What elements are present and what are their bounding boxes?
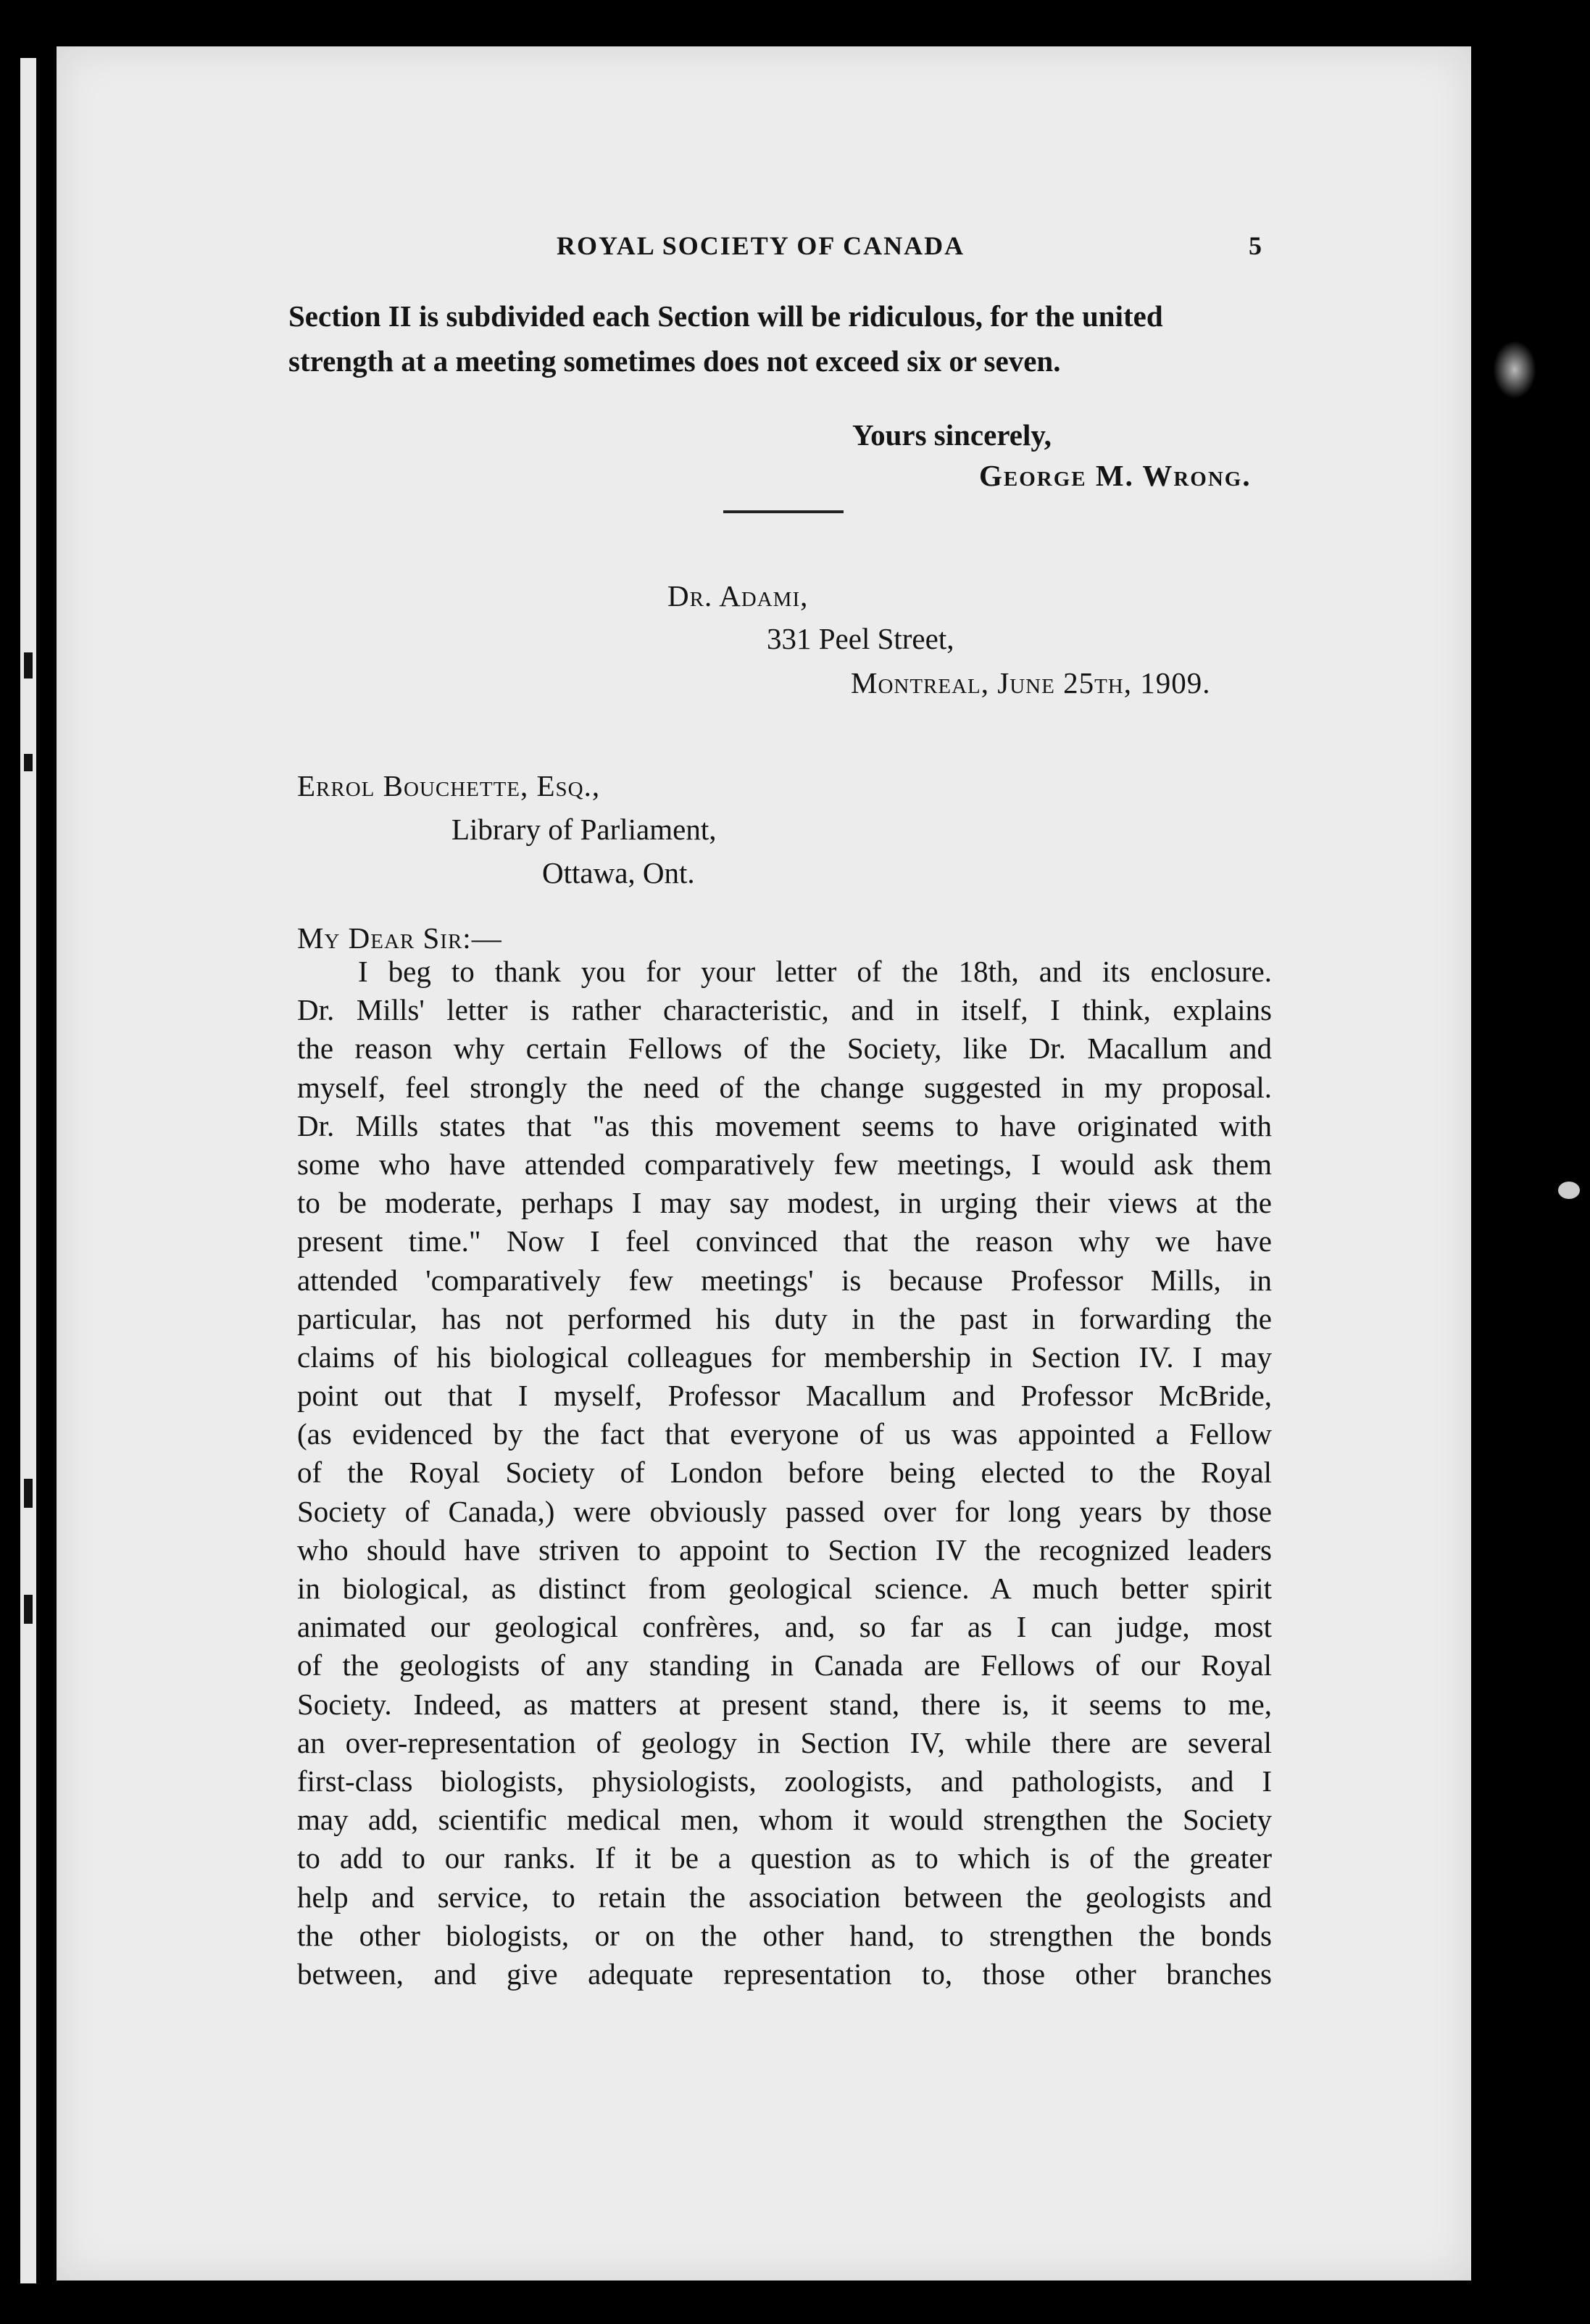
body-line: (as evidenced by the fact that everyone of us was appointed a Fellow (297, 1417, 1272, 1451)
body-line: Dr. Mills states that "as this movement seems to have originated with (297, 1108, 1272, 1142)
body-line: Society. Indeed, as matters at present stand, there is, it seems to me, (297, 1687, 1272, 1721)
body-line: between, and give adequate representation to, those other branches (297, 1956, 1272, 1991)
body-line: I beg to thank you for your letter of the 18th, and its enclosure. (358, 955, 1272, 988)
scan-speck (1493, 341, 1536, 399)
sender-city-date: Montreal, June 25th, 1909. (851, 666, 1211, 700)
edge-mark (24, 652, 33, 678)
body-paragraph (297, 953, 1272, 1993)
recipient-city: Ottawa, Ont. (542, 856, 695, 889)
body-line: of the geologists of any standing in Canada are Fellows of our Royal (297, 1648, 1272, 1682)
recipient-organization: Library of Parliament, (451, 813, 717, 846)
sender-name: Dr. Adami, (667, 579, 809, 613)
section-divider (723, 510, 844, 513)
body-line: the other biologists, or on the other hand, to strengthen the bonds (297, 1918, 1272, 1952)
body-line: to be moderate, perhaps I may say modest, in urging their views at the (297, 1186, 1272, 1220)
document-page (57, 46, 1471, 2281)
body-line: help and service, to retain the association between the geologists and (297, 1880, 1272, 1914)
body-line: may add, scientific medical men, whom it would strengthen the Society (297, 1803, 1272, 1837)
scan-speck (1558, 1182, 1580, 1199)
body-line: of the Royal Society of London before being elected to the Royal (297, 1456, 1272, 1490)
sender-street: 331 Peel Street, (767, 622, 954, 655)
body-line: an over-representation of geology in Section IV, while there are several (297, 1725, 1272, 1759)
body-line: Dr. Mills' letter is rather characteristic, and in itself, I think, explains (297, 993, 1272, 1027)
signature: George M. Wrong. (979, 459, 1252, 492)
body-line: Society of Canada,) were obviously passed over for long years by those (297, 1494, 1272, 1528)
edge-mark (24, 1479, 33, 1508)
valediction: Yours sincerely, (852, 418, 1052, 452)
body-line: the reason why certain Fellows of the Society, like Dr. Macallum and (297, 1032, 1272, 1066)
body-line: animated our geological confrères, and, so far as I can judge, most (297, 1610, 1272, 1644)
body-line: first-class biologists, physiologists, zoologists, and pathologists, and I (297, 1764, 1272, 1798)
body-line: myself, feel strongly the need of the change suggested in my proposal. (297, 1070, 1272, 1104)
salutation: My Dear Sir:— (297, 921, 502, 955)
running-header: ROYAL SOCIETY OF CANADA (557, 231, 965, 260)
intro-line: Section II is subdivided each Section will be ridiculous, for the united (288, 299, 1163, 333)
edge-mark (24, 1595, 33, 1624)
page-edge-strip (20, 58, 36, 2283)
recipient-name: Errol Bouchette, Esq., (297, 769, 601, 802)
body-line: present time." Now I feel convinced that the reason why we have (297, 1224, 1272, 1258)
edge-mark (24, 754, 33, 771)
body-line: some who have attended comparatively few meetings, I would ask them (297, 1147, 1272, 1181)
body-line: particular, has not performed his duty in the past in forwarding the (297, 1301, 1272, 1335)
body-line: attended 'comparatively few meetings' is because Professor Mills, in (297, 1263, 1272, 1297)
body-line: point out that I myself, Professor Macallum and Professor McBride, (297, 1379, 1272, 1413)
body-line: who should have striven to appoint to Section IV the recognized leaders (297, 1532, 1272, 1566)
body-line: in biological, as distinct from geological science. A much better spirit (297, 1572, 1272, 1605)
body-line: to add to our ranks. If it be a question as to which is of the greater (297, 1841, 1272, 1875)
page-number: 5 (1249, 231, 1262, 260)
body-line: claims of his biological colleagues for membership in Section IV. I may (297, 1340, 1272, 1374)
intro-line: strength at a meeting sometimes does not exceed six or seven. (288, 344, 1061, 378)
